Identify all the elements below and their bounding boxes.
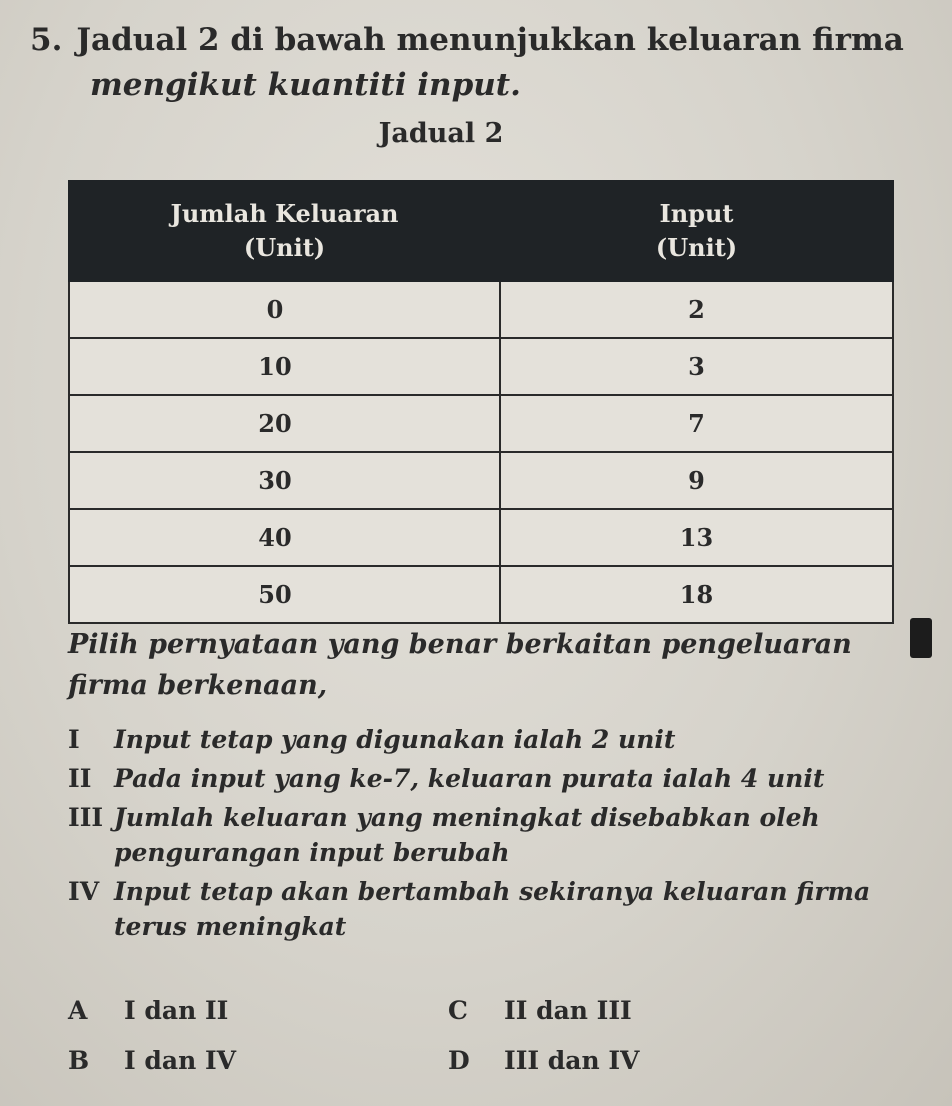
option-letter: B	[68, 1045, 90, 1075]
option-letter: D	[448, 1045, 470, 1075]
statement-numeral: IV	[68, 877, 100, 906]
option-b[interactable]	[68, 1046, 448, 1075]
statement-numeral: III	[68, 803, 104, 832]
statement-item	[68, 722, 908, 757]
statement-item	[68, 800, 908, 870]
option-letter: C	[448, 995, 468, 1025]
cell-output: 30	[69, 452, 500, 509]
cell-input: 18	[500, 566, 893, 623]
cell-input: 2	[500, 281, 893, 338]
header-col1-line1: Jumlah Keluaran	[170, 199, 399, 229]
question-prompt	[68, 625, 908, 706]
cell-output: 50	[69, 566, 500, 623]
option-text: I dan II	[124, 995, 229, 1025]
statement-numeral: II	[68, 764, 92, 793]
question-text-line1: Jadual 2 di bawah menunjukkan keluaran firma	[76, 22, 904, 58]
table-header-row	[69, 181, 893, 281]
header-col1-line2: (Unit)	[243, 233, 326, 262]
cell-input: 9	[500, 452, 893, 509]
prompt-line2: firma berkenaan,	[68, 669, 328, 701]
table-row	[69, 395, 893, 452]
table-row	[69, 281, 893, 338]
option-a[interactable]	[68, 996, 448, 1025]
answer-options	[68, 985, 828, 1085]
statement-item	[68, 874, 908, 944]
prompt-line1: Pilih pernyataan yang benar berkaitan pengeluaran	[68, 629, 852, 660]
option-text: III dan IV	[504, 1045, 640, 1075]
options-row	[68, 1035, 828, 1085]
table-caption: Jadual 2	[378, 118, 504, 149]
statement-list	[68, 722, 908, 948]
header-col2-line2: (Unit)	[655, 233, 738, 262]
statement-item	[68, 761, 908, 796]
option-text: II dan III	[504, 995, 632, 1025]
cell-input: 3	[500, 338, 893, 395]
cell-input: 7	[500, 395, 893, 452]
table-row	[69, 452, 893, 509]
option-letter: A	[68, 995, 88, 1025]
table-row	[69, 338, 893, 395]
statement-numeral: I	[68, 725, 80, 754]
option-c[interactable]	[448, 996, 828, 1025]
statement-text: Pada input yang ke-7, keluaran purata ialah 4 unit	[114, 764, 825, 793]
options-row	[68, 985, 828, 1035]
cell-output: 40	[69, 509, 500, 566]
statement-text: Input tetap yang digunakan ialah 2 unit	[114, 725, 676, 754]
cell-output: 10	[69, 338, 500, 395]
question-heading	[30, 18, 910, 108]
pen-mark	[910, 618, 932, 658]
header-input	[500, 181, 893, 281]
question-text-line2: mengikut kuantiti input.	[90, 66, 521, 103]
cell-input: 13	[500, 509, 893, 566]
statement-text: Jumlah keluaran yang meningkat disebabkan oleh pengurangan input berubah	[114, 803, 820, 867]
option-text: I dan IV	[124, 1045, 237, 1075]
header-col2-line1: Input	[659, 199, 734, 229]
table-row	[69, 509, 893, 566]
option-d[interactable]	[448, 1046, 828, 1075]
cell-output: 20	[69, 395, 500, 452]
statement-text: Input tetap akan bertambah sekiranya keluaran firma terus meningkat	[114, 877, 871, 941]
cell-output: 0	[69, 281, 500, 338]
question-number: 5.	[30, 22, 63, 58]
output-input-table	[68, 180, 894, 624]
header-jumlah-keluaran	[69, 181, 500, 281]
table-row	[69, 566, 893, 623]
